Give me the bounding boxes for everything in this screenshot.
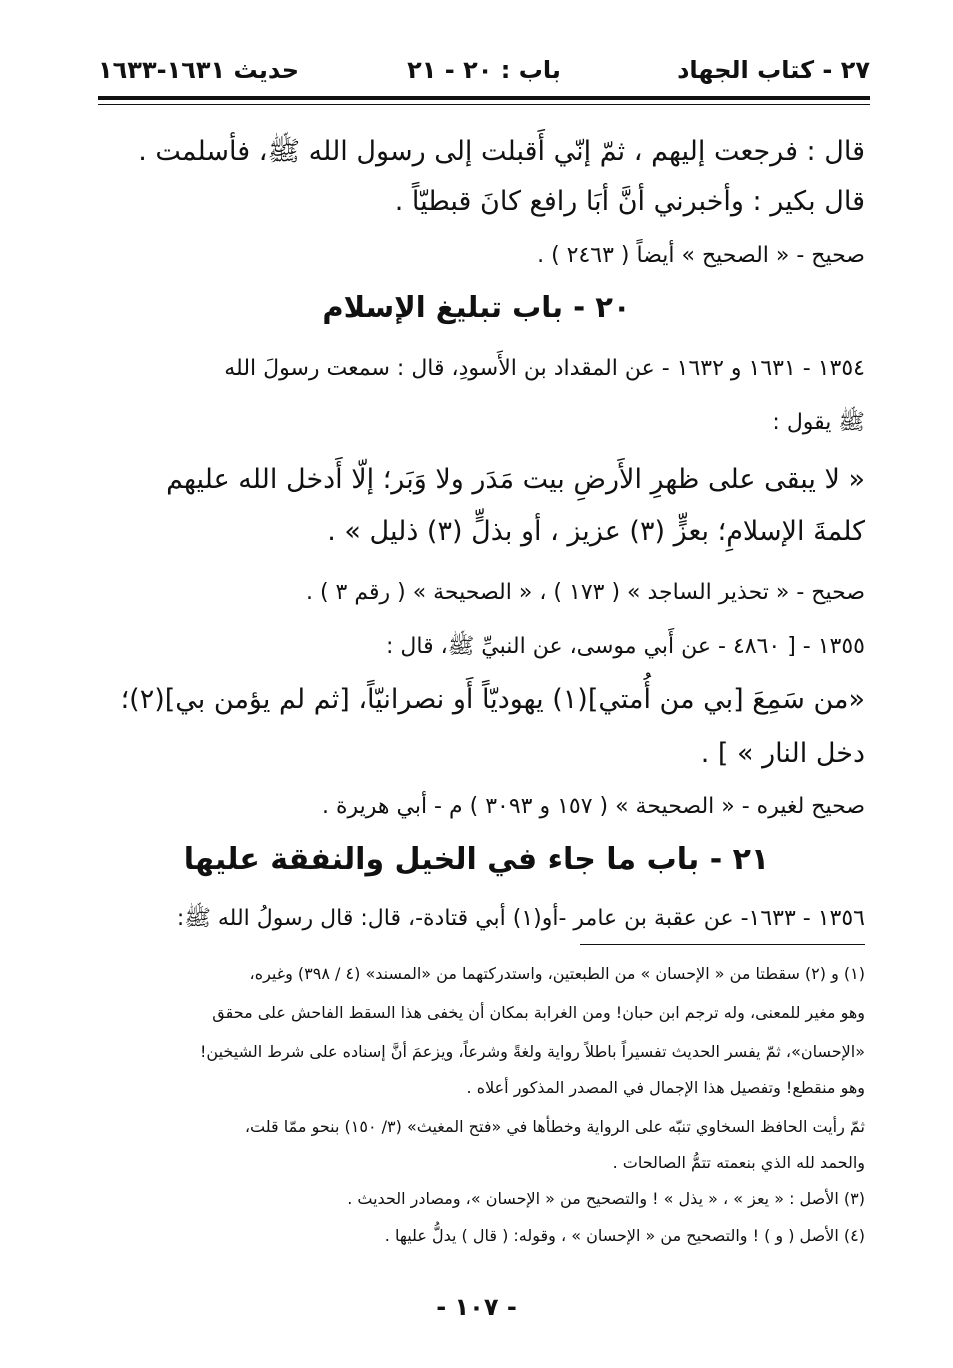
- hadith-text-line: كلمةَ الإسلامِ؛ بعزٍّ (٣) عزيز ، أو بذلٍّ (٣) ذليل » .: [327, 516, 865, 547]
- page-number: - ١٠٧ -: [436, 1293, 517, 1321]
- footnote-line: والحمد لله الذي بنعمته تتمُّ الصالحات .: [612, 1153, 865, 1172]
- grading-line: صحيح - « تحذير الساجد » ( ١٧٣ ) ، « الصحيحة » ( رقم ٣ ) .: [305, 580, 865, 605]
- hadith-number-line: ١٣٥٥ - [ ٤٨٦٠ - عن أَبي موسى، عن النبيِّ ﷺ، قال :: [386, 634, 865, 659]
- hadith-text-line: « لا يبقى على ظهرِ الأَرضِ بيت مَدَر ولا وَبَر؛ إلّا أَدخل الله عليهم: [166, 464, 865, 495]
- grading-line: صحيح لغيره - « الصحيحة » ( ١٥٧ و ٣٠٩٣ ) م - أبي هريرة .: [321, 794, 865, 819]
- hadith-number-line: ١٣٥٤ - ١٦٣١ و ١٦٣٢ - عن المقداد بن الأَسودِ، قال : سمعت رسولَ الله: [224, 356, 865, 381]
- footnote-line: (١) و (٢) سقطتا من « الإحسان » من الطبعتين، واستدركتهما من «المسند» (٤ / ٣٩٨) وغيره،: [249, 964, 865, 983]
- hadith-number-line: ١٣٥٦ - ١٦٣٣- عن عقبة بن عامر -أو(١) أبي قتادة-، قال: قال رسولُ الله ﷺ:: [176, 906, 865, 931]
- text-line: ﷺ يقول :: [772, 410, 865, 435]
- running-header: [98, 56, 870, 92]
- text-line: قال بكير : وأخبرني أنَّ أبَا رافع كانَ قبطيّاً .: [394, 186, 865, 217]
- text-line: قال : فرجعت إليهم ، ثمّ إنّي أَقبلت إلى رسول الله ﷺ، فأسلمت .: [138, 136, 865, 167]
- header-book-title: ٢٧ - كتاب الجهاد: [677, 56, 870, 84]
- hadith-text-line: دخل النار » ] .: [700, 738, 865, 769]
- header-chapter-range: باب : ٢٠ - ٢١: [407, 56, 561, 84]
- grading-line: صحيح - « الصحيح » أيضاً ( ٢٤٦٣ ) .: [537, 243, 865, 268]
- chapter-heading-21: ٢١ - باب ما جاء في الخيل والنفقة عليها: [183, 842, 770, 877]
- footnote-line: (٤) الأصل ( و ) ! والتصحيح من « الإحسان » ، وقوله: ( قال ) يدلُّ عليها .: [384, 1226, 865, 1245]
- chapter-heading-20: ٢٠ - باب تبليغ الإسلام: [322, 290, 631, 324]
- footnote-separator: [580, 944, 865, 945]
- footnote-line: (٣) الأصل : « يعز » ، « يذل » ! والتصحيح من « الإحسان »، ومصادر الحديث .: [347, 1189, 865, 1208]
- footnote-line: وهو منقطع! وتفصيل هذا الإجمال في المصدر المذكور أعلاه .: [466, 1078, 865, 1097]
- footnote-line: وهو مغير للمعنى، وله ترجم ابن حبان! ومن الغرابة بمكان أن يخفى هذا السقط الفاحش على محقق: [212, 1003, 865, 1022]
- footnote-line: ثمّ رأيت الحافظ السخاوي تنبّه على الرواية وخطأها في «فتح المغيث» (٣/ ١٥٠) بنحو ممّا قلت،: [244, 1117, 865, 1136]
- header-rule-thin: [98, 104, 870, 105]
- header-rule-thick: [98, 96, 870, 100]
- header-hadith-range: حديث ١٦٣١-١٦٣٣: [98, 56, 300, 84]
- hadith-text-line: «من سَمِعَ [بي من أُمتي](١) يهوديّاً أَو نصرانيّاً، [ثم لم يؤمن بي](٢)؛: [120, 684, 865, 715]
- footnote-line: «الإحسان»، ثمّ يفسر الحديث تفسيراً باطلاً رواية ولغةً وشرعاً، ويزعمَ أنَّ إسناده على شرط الشيخين!: [199, 1042, 865, 1061]
